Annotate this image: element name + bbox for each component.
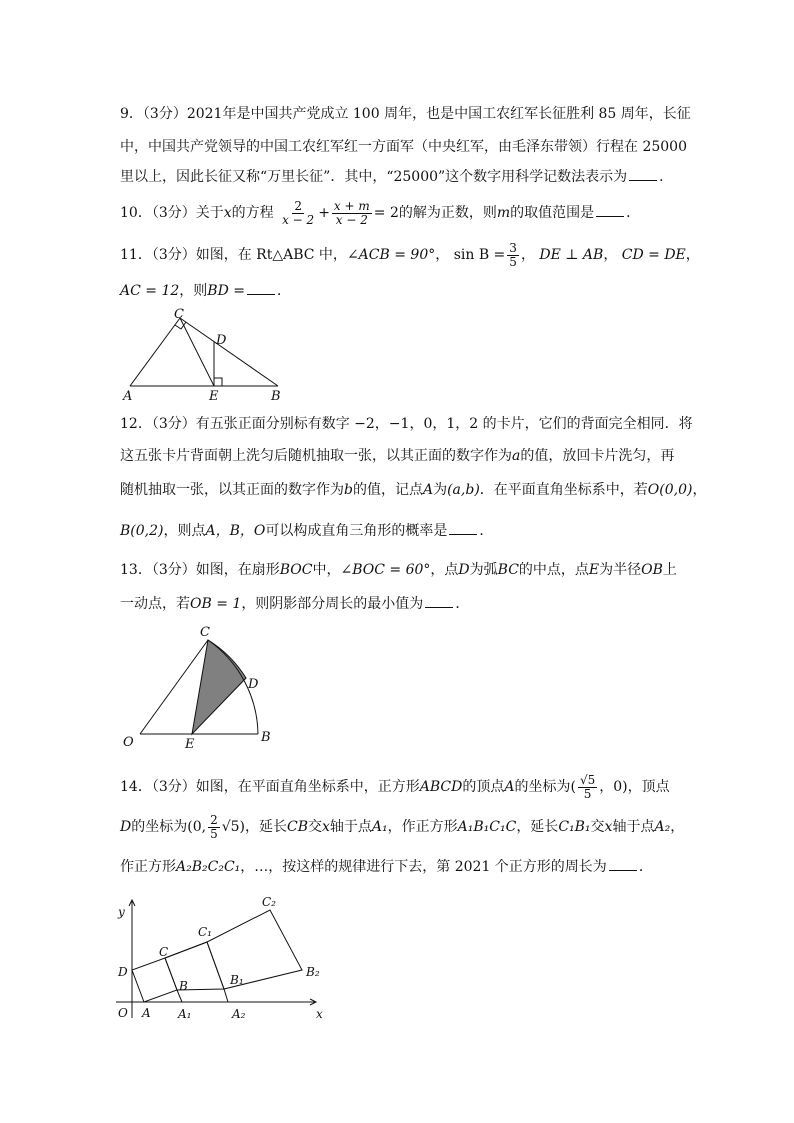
q14-square-2: A₂B₂C₂C₁ [176, 859, 241, 875]
q14-cb: CB [287, 819, 308, 835]
segment-cc1 [165, 942, 207, 958]
q12-text: 随机抽取一张，以其正面的数字作为 [120, 482, 344, 498]
q13-angle: ∠BOC = 60° [340, 562, 431, 578]
q12-text: 的值，记点 [352, 482, 423, 498]
label-b2: B₂ [306, 965, 320, 979]
q14-text: 的坐标为 [131, 819, 188, 835]
q13-arc: BC [497, 562, 519, 578]
q12-line-1: 12．（3分）有五张正面分别标有数字 −2，−1，0，1，2 的卡片，它们的背面完全相同．将 [120, 416, 693, 432]
q14-frac-den: 5 [583, 786, 592, 801]
q14-text: ，延长 [516, 819, 559, 835]
square-a2b2c2c1 [207, 910, 302, 989]
q13-point-e: E [588, 562, 600, 578]
label-a: A [142, 1006, 151, 1020]
q12-text: 这五张卡片背面朝上洗匀后随机抽取一张，以其正面的数字作为 [120, 448, 512, 464]
answer-blank [247, 280, 275, 295]
label-e: E [209, 389, 219, 402]
q14-text: 的坐标为 [514, 779, 571, 795]
q11-perp: DE ⊥ AB [539, 247, 604, 263]
label-c: C [174, 307, 184, 322]
q11-sin-den: 5 [509, 254, 517, 269]
q14-text: 14．（3分）如图，在平面直角坐标系中，正方形 [120, 779, 420, 795]
q10-end: ． [626, 205, 641, 221]
label-o: O [123, 735, 134, 748]
q14-x: x [322, 819, 330, 835]
q12-text: 的值，放回卡片洗匀，再 [520, 448, 675, 464]
label-b: B [179, 979, 188, 993]
q13-sector: BOC [279, 562, 313, 578]
label-e: E [185, 737, 195, 748]
q14-text: ，延长 [245, 819, 287, 835]
q10-f2-den: x − 2 [335, 212, 368, 227]
label-b: B [271, 389, 281, 402]
q13-text: 上 [662, 562, 677, 578]
q14-text: 交 [590, 819, 605, 835]
q14-frac-den: 5 [210, 826, 218, 841]
q12-coord: (a,b) [447, 482, 480, 498]
q12-var-a: a [512, 448, 521, 464]
q12-origin: O(0,0) [647, 482, 693, 498]
label-d: D [118, 965, 128, 979]
q11-sep: ， [435, 247, 450, 263]
q11-prefix: 11．（3分）如图，在 Rt△ABC 中， [120, 247, 347, 263]
q12-var-b: b [344, 482, 353, 498]
q13-point-d: D [458, 562, 470, 578]
q13-text: 13．（3分）如图，在扇形 [120, 562, 280, 578]
q14-point-d: D [120, 819, 132, 835]
q11-ac: AC = 12 [120, 283, 180, 299]
segment-ac [130, 318, 180, 386]
q14-line-1 [120, 770, 680, 804]
q12-point-a: A [422, 482, 434, 498]
answer-blank [629, 166, 657, 181]
q14-coordinate-figure [112, 890, 342, 1026]
label-a2: A₂ [232, 1007, 246, 1021]
q13-text: 中， [312, 562, 341, 578]
q11-line-1 [120, 238, 700, 272]
q14-coord: √5) [221, 819, 245, 835]
answer-blank [449, 520, 477, 535]
label-a: A [123, 389, 133, 402]
q14-text: ，作正方形 [387, 819, 458, 835]
q11-sep: ， [685, 247, 700, 263]
label-c: C [159, 945, 169, 959]
q12-text: ， [692, 482, 707, 498]
q14-end: ． [638, 859, 653, 875]
q12-points: A，B，O [205, 523, 266, 539]
q13-text: 一动点，若 [120, 596, 190, 612]
q13-text: ，则阴影部分周长的最小值为 [241, 596, 424, 612]
q14-text: ， [670, 819, 685, 835]
q10-prefix: 10．（3分）关于 [120, 205, 224, 221]
q14-square-1: A₁B₁C₁C [457, 819, 517, 835]
q14-text: 轴于点 [612, 819, 655, 835]
q14-a1: A₁ [371, 819, 388, 835]
q14-coord: (0, [187, 819, 207, 835]
q14-text: 的顶点 [462, 779, 505, 795]
q13-text: 的中点，点 [518, 562, 589, 578]
q9-line-2: 中，中国共产党领导的中国工农红军红一方面军（中央红军，由毛泽东带领）行程在 25000 [120, 139, 687, 155]
q11-sep: ， [520, 247, 535, 263]
q9-line-3 [120, 166, 680, 188]
q9-end: ． [659, 169, 674, 185]
q11-line-2 [120, 280, 680, 302]
q12-point-b: B(0,2) [120, 523, 164, 539]
q14-text: ，0)，顶点 [599, 779, 670, 795]
q12-line-2 [120, 446, 680, 468]
q13-radius: OB [641, 562, 663, 578]
q13-sector-figure [118, 622, 288, 748]
q11-eq: CD = DE [621, 247, 686, 263]
q10-m-var: m [496, 205, 511, 221]
q14-a2: A₂ [654, 819, 671, 835]
label-b1: B₁ [230, 973, 244, 987]
q14-c1b1: C₁B₁ [558, 819, 591, 835]
q10-rhs: = 2 [373, 205, 399, 221]
q12-text: 可以构成直角三角形的概率是 [265, 523, 448, 539]
label-b: B [261, 730, 271, 745]
q14-line-3 [120, 856, 680, 878]
q12-text: ，则点 [163, 523, 206, 539]
q14-square: ABCD [419, 779, 463, 795]
q11-sin-label: sin B = [453, 247, 506, 263]
label-x: x [316, 1007, 323, 1021]
q12-text: 为 [433, 482, 448, 498]
q12-line-4 [120, 520, 680, 542]
answer-blank [596, 202, 624, 217]
q14-frac-a [578, 774, 597, 801]
q10-mid: 的解为正数，则 [398, 205, 497, 221]
label-d: D [248, 677, 259, 692]
label-c: C [200, 625, 210, 640]
q10-tail: 的取值范围是 [510, 205, 595, 221]
q14-line-2 [120, 810, 685, 844]
segment-ce [180, 318, 214, 386]
q10-x-var: x [223, 205, 232, 221]
label-y: y [118, 905, 125, 919]
q13-text: 为弧 [469, 562, 498, 578]
q14-text: ，…，按这样的规律进行下去，第 2021 个正方形的周长为 [240, 859, 607, 875]
q9-line-3-text: 里以上，因此长征又称“万里长征”．其中，“25000”这个数字用科学记数法表示为 [120, 169, 628, 185]
shaded-region [192, 640, 246, 734]
q14-paren: ( [570, 779, 576, 795]
square-abcd [132, 958, 177, 1002]
q14-text: 交 [308, 819, 322, 835]
q11-end: ． [276, 283, 291, 299]
label-a1: A₁ [178, 1007, 192, 1021]
q11-triangle-figure [118, 306, 288, 402]
q14-frac-num: √5 [579, 772, 596, 787]
q14-x: x [604, 819, 613, 835]
q12-line-3 [120, 480, 707, 502]
q14-point-a: A [504, 779, 515, 795]
q14-text: 作正方形 [120, 859, 176, 875]
q13-line-1 [120, 560, 680, 582]
q13-end: ． [455, 596, 470, 612]
q13-line-2 [120, 593, 680, 615]
label-c2: C₂ [262, 895, 276, 909]
q13-ob-value: OB = 1 [190, 596, 242, 612]
q10-fraction-2 [332, 200, 372, 227]
q14-frac-num: 2 [210, 812, 218, 827]
q13-text: 为半径 [599, 562, 642, 578]
q12-end: ． [479, 523, 494, 539]
q14-frac-d [208, 814, 220, 841]
q11-angle: ∠ACB = 90° [346, 247, 436, 263]
answer-blank [609, 856, 637, 871]
q12-text: ．在平面直角坐标系中，若 [479, 482, 648, 498]
q10-f1-den: x − 2 [282, 212, 315, 227]
answer-blank [425, 593, 453, 608]
segment-cb [180, 318, 278, 386]
q14-text: 轴于点 [329, 819, 372, 835]
q11-sin-num: 3 [509, 240, 517, 255]
q11-sep: ， [603, 247, 618, 263]
label-d: D [216, 333, 227, 348]
q11-sin-fraction [507, 242, 519, 269]
q10-eq-word: 的方程 [231, 205, 274, 221]
extension-c1b1 [224, 989, 228, 1002]
q10-fraction-1 [280, 200, 316, 227]
q11-bd: BD = [207, 283, 245, 299]
q9-line-1: 9．（3分）2021年是中国共产党成立 100 周年，也是中国工农红军长征胜利 85 周年，长征 [120, 106, 691, 122]
q13-text: ，点 [430, 562, 459, 578]
q10-f2-num: x + m [333, 198, 370, 213]
label-o: O [118, 1006, 128, 1020]
q10-line [120, 196, 680, 230]
right-angle-mark-e [214, 378, 222, 386]
q10-plus: + [318, 205, 330, 221]
q11-then: ，则 [179, 283, 208, 299]
label-c1: C₁ [198, 925, 212, 939]
q10-f1-num: 2 [294, 198, 302, 213]
